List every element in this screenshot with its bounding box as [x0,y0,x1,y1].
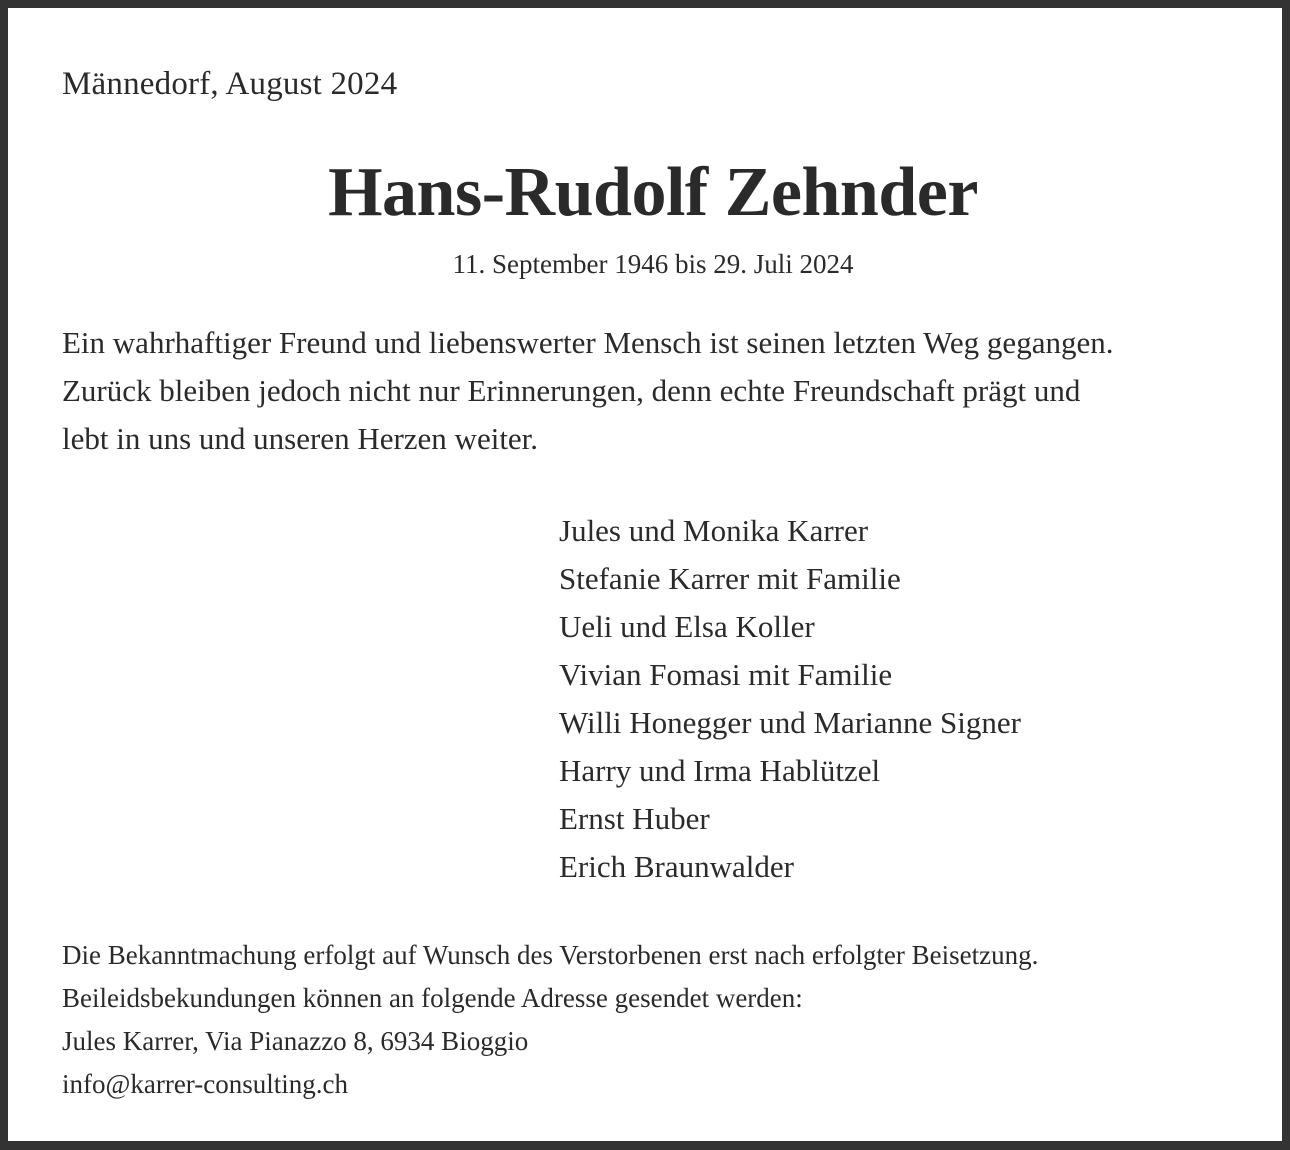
mourner-name: Vivian Fomasi mit Familie [559,657,893,692]
mourner-name: Ernst Huber [559,801,710,836]
lifespan-dates: 11. September 1946 bis 29. Juli 2024 [452,249,854,279]
message-line: Zurück bleiben jedoch nicht nur Erinnerungen, denn echte Freundschaft prägt und [62,373,1081,408]
contact-email: info@karrer-consulting.ch [62,1069,348,1099]
message-line: Ein wahrhaftiger Freund und liebenswerter Mensch ist seinen letzten Weg gegangen. [62,325,1114,360]
mourner-name: Ueli und Elsa Koller [559,609,815,644]
place-date: Männedorf, August 2024 [62,66,398,102]
mourners-list [559,507,1021,891]
mourner-name: Stefanie Karrer mit Familie [559,561,901,596]
footer-info [62,934,1252,1106]
mourner-name: Harry und Irma Hablützel [559,753,881,788]
announcement-notice: Die Bekanntmachung erfolgt auf Wunsch des Verstorbenen erst nach erfolgter Beisetzung. [62,940,1039,970]
memorial-message [62,319,1252,463]
mourner-name: Erich Braunwalder [559,849,794,884]
condolence-note: Beileidsbekundungen können an folgende Adresse gesendet werden: [62,983,803,1013]
contact-address: Jules Karrer, Via Pianazzo 8, 6934 Bioggio [62,1026,529,1056]
mourner-name: Jules und Monika Karrer [559,513,869,548]
mourner-name: Willi Honegger und Marianne Signer [559,705,1021,740]
deceased-name: Hans-Rudolf Zehnder [328,154,978,231]
message-line: lebt in uns und unseren Herzen weiter. [62,421,539,456]
